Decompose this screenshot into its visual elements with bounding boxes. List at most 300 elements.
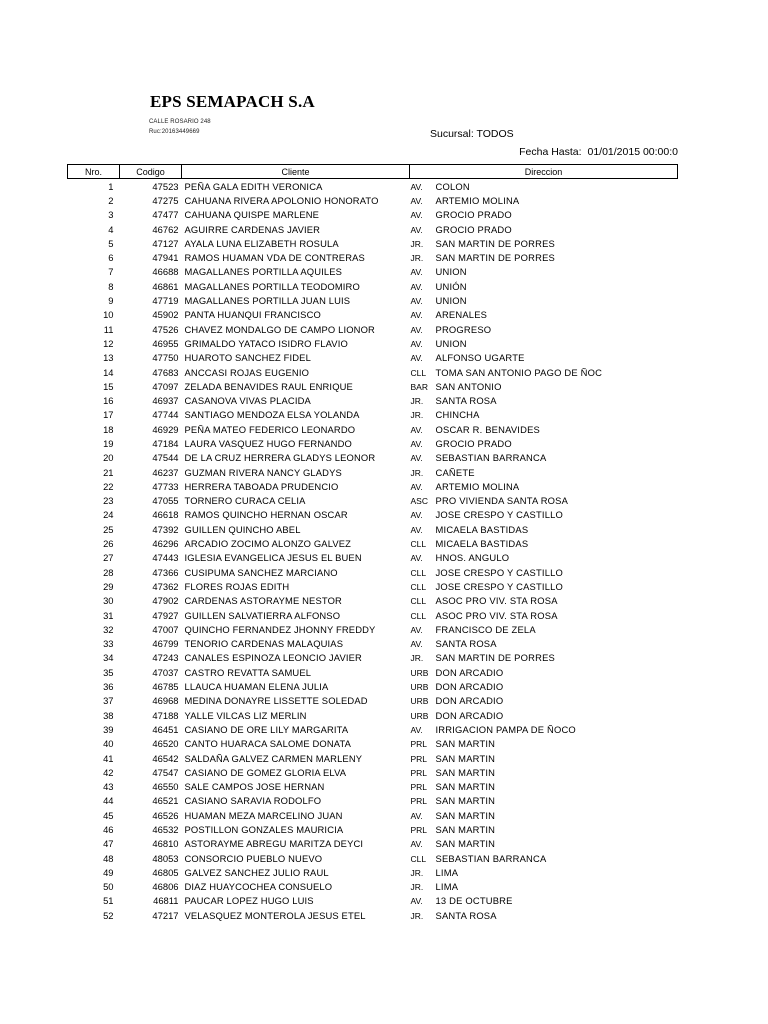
street-name: CAÑETE	[435, 466, 475, 478]
table-row	[68, 451, 678, 465]
street-name: ARTEMIO MOLINA	[435, 480, 520, 492]
street-name: MICAELA BASTIDAS	[435, 538, 529, 550]
client-name: GUILLEN SALVATIERRA ALFONSO	[184, 609, 341, 621]
client-name: CAHUANA RIVERA APOLONIO HONORATO	[184, 194, 379, 206]
table-row	[68, 708, 678, 722]
street-name: DON ARCADIO	[435, 666, 504, 678]
street-type: AV.	[410, 724, 423, 735]
row-number: 8	[108, 280, 114, 292]
street-type: JR.	[410, 882, 424, 893]
table-row	[68, 751, 678, 765]
table-row	[68, 308, 678, 322]
client-name: AGUIRRE CARDENAS JAVIER	[184, 223, 321, 235]
street-name: JOSE CRESPO Y CASTILLO	[435, 566, 564, 578]
table-row	[68, 408, 678, 422]
street-type: PRL	[410, 739, 428, 750]
row-number: 14	[103, 366, 114, 378]
sucursal-info	[430, 128, 514, 140]
street-name: HNOS. ANGULO	[435, 552, 510, 564]
row-number: 36	[103, 681, 114, 693]
street-type: AV.	[410, 839, 423, 850]
street-name: IRRIGACION PAMPA DE ÑOCO	[435, 723, 576, 735]
client-address	[410, 465, 678, 479]
street-type: ASC	[410, 496, 428, 507]
client-address	[410, 579, 678, 593]
row-number: 46	[103, 824, 114, 835]
client-code: 47719	[152, 295, 179, 307]
street-name: SAN MARTIN	[435, 838, 496, 850]
client-address	[410, 365, 678, 379]
table-row	[68, 208, 678, 222]
row-number: 29	[103, 580, 114, 592]
client-code: 47037	[152, 666, 179, 678]
client-code: 47127	[152, 237, 179, 249]
client-code: 46542	[152, 752, 179, 764]
row-number: 45	[103, 809, 114, 821]
client-address	[410, 293, 678, 307]
client-address	[410, 279, 678, 293]
client-address	[410, 393, 678, 407]
client-address	[410, 379, 678, 393]
street-type: PRL	[410, 825, 428, 835]
row-number: 52	[103, 909, 114, 921]
client-name: MAGALLANES PORTILLA JUAN LUIS	[184, 295, 351, 307]
table-row	[68, 436, 678, 450]
row-number: 20	[103, 452, 114, 464]
street-type: JR.	[410, 238, 424, 249]
table-row	[68, 522, 678, 536]
table-row	[68, 179, 678, 194]
client-name: CONSORCIO PUEBLO NUEVO	[184, 852, 323, 864]
street-name: UNION	[435, 266, 467, 278]
row-number: 33	[103, 638, 114, 650]
row-number: 41	[103, 752, 114, 764]
client-name: ZELADA BENAVIDES RAUL ENRIQUE	[184, 380, 353, 392]
table-row	[68, 651, 678, 665]
street-name: ALFONSO UGARTE	[435, 352, 525, 364]
street-type: CLL	[410, 581, 427, 592]
table-row	[68, 193, 678, 207]
street-name: TOMA SAN ANTONIO PAGO DE ÑOC	[435, 366, 603, 378]
client-name: CASANOVA VIVAS PLACIDA	[184, 395, 311, 407]
row-number: 11	[103, 323, 114, 335]
client-code: 46785	[152, 681, 179, 693]
street-type: AV.	[410, 310, 423, 321]
client-code: 47362	[152, 580, 179, 592]
client-name: TORNERO CURACA CELIA	[184, 495, 306, 507]
street-type: JR.	[410, 867, 424, 878]
street-name: SEBASTIAN BARRANCA	[435, 852, 547, 864]
client-address	[410, 436, 678, 450]
table-row	[68, 536, 678, 550]
client-name: ANCCASI ROJAS EUGENIO	[184, 366, 310, 378]
street-type: AV.	[410, 524, 423, 535]
street-type: BAR	[410, 381, 428, 392]
client-address	[410, 851, 678, 865]
street-name: SANTA ROSA	[435, 638, 497, 650]
client-address	[410, 351, 678, 365]
client-address	[410, 765, 678, 779]
table-row	[68, 779, 678, 793]
client-name: HUAMAN MEZA MARCELINO JUAN	[184, 809, 343, 821]
client-address	[410, 822, 678, 836]
client-name: GUZMAN RIVERA NANCY GLADYS	[184, 466, 342, 478]
street-name: UNIÓN	[435, 280, 467, 292]
client-name: SANTIAGO MENDOZA ELSA YOLANDA	[184, 409, 360, 421]
client-address	[410, 708, 678, 722]
table-row	[68, 250, 678, 264]
street-name: ASOC PRO VIV. STA ROSA	[435, 595, 558, 607]
client-name: PAUCAR LOPEZ HUGO LUIS	[184, 895, 314, 907]
client-name: VELASQUEZ MONTEROLA JESUS ETEL	[184, 909, 366, 921]
table-row	[68, 579, 678, 593]
table-row	[68, 393, 678, 407]
client-code: 47007	[152, 623, 179, 635]
client-address	[410, 880, 678, 894]
fecha-info	[516, 146, 678, 158]
street-name: LIMA	[435, 866, 459, 878]
client-address	[410, 422, 678, 436]
street-type: URB	[410, 667, 429, 678]
street-name: JOSE CRESPO Y CASTILLO	[435, 580, 564, 592]
street-name: SAN MARTIN	[435, 738, 496, 750]
sucursal-value: TODOS	[476, 128, 514, 140]
table-row	[68, 494, 678, 508]
street-type: AV.	[410, 224, 423, 235]
client-address	[410, 751, 678, 765]
client-code: 46861	[152, 280, 179, 292]
street-type: URB	[410, 682, 429, 693]
company-address: CALLE ROSARIO 248	[149, 119, 211, 125]
client-address	[410, 651, 678, 665]
street-name: CHINCHA	[435, 409, 480, 421]
street-name: SAN MARTIN	[435, 824, 496, 835]
street-name: DON ARCADIO	[435, 695, 504, 707]
client-code: 46968	[152, 695, 179, 707]
column-header-direccion: Direccion	[410, 165, 678, 179]
table-row	[68, 551, 678, 565]
client-code: 47392	[152, 523, 179, 535]
street-type: JR.	[410, 253, 424, 264]
client-code: 46799	[152, 638, 179, 650]
row-number: 47	[103, 838, 114, 850]
row-number: 26	[103, 538, 114, 550]
client-name: POSTILLON GONZALES MAURICIA	[184, 824, 344, 835]
client-name: CARDENAS ASTORAYME NESTOR	[184, 595, 342, 607]
street-type: AV.	[410, 438, 423, 449]
client-name: ARCADIO ZOCIMO ALONZO GALVEZ	[184, 538, 352, 550]
street-name: 13 DE OCTUBRE	[435, 895, 513, 907]
table-row	[68, 908, 678, 922]
clients-table	[67, 164, 678, 922]
row-number: 12	[103, 337, 114, 349]
street-name: OSCAR R. BENAVIDES	[435, 423, 540, 435]
street-name: SAN MARTIN	[435, 809, 496, 821]
row-number: 38	[103, 709, 114, 721]
row-number: 43	[103, 781, 114, 793]
client-name: AYALA LUNA ELIZABETH ROSULA	[184, 237, 339, 249]
client-code: 46806	[152, 881, 179, 893]
row-number: 5	[108, 237, 114, 249]
table-row	[68, 222, 678, 236]
table-row	[68, 837, 678, 851]
row-number: 49	[103, 866, 114, 878]
table-row	[68, 336, 678, 350]
street-type: CLL	[410, 610, 427, 621]
sucursal-label: Sucursal:	[430, 128, 474, 140]
table-row	[68, 594, 678, 608]
street-name: PROGRESO	[435, 323, 492, 335]
row-number: 50	[103, 881, 114, 893]
street-type: AV.	[410, 296, 423, 307]
street-type: JR.	[410, 410, 424, 421]
street-type: AV.	[410, 195, 423, 206]
street-type: JR.	[410, 396, 424, 407]
table-row	[68, 894, 678, 908]
client-address	[410, 622, 678, 636]
client-address	[410, 551, 678, 565]
client-code: 46550	[152, 781, 179, 793]
street-type: AV.	[410, 896, 423, 907]
street-type: AV.	[410, 453, 423, 464]
client-code: 46618	[152, 509, 179, 521]
client-code: 46762	[152, 223, 179, 235]
table-row	[68, 808, 678, 822]
client-name: QUINCHO FERNANDEZ JHONNY FREDDY	[184, 623, 376, 635]
row-number: 23	[103, 495, 114, 507]
client-address	[410, 594, 678, 608]
row-number: 35	[103, 666, 114, 678]
client-address	[410, 508, 678, 522]
street-type: CLL	[410, 539, 427, 550]
row-number: 22	[103, 480, 114, 492]
street-name: SAN MARTIN	[435, 781, 496, 793]
row-number: 2	[108, 194, 114, 206]
street-type: JR.	[410, 910, 424, 921]
client-name: MAGALLANES PORTILLA TEODOMIRO	[184, 280, 360, 292]
client-code: 46955	[152, 337, 179, 349]
client-address	[410, 694, 678, 708]
client-address	[410, 322, 678, 336]
street-name: SAN MARTIN	[435, 766, 496, 778]
client-address	[410, 265, 678, 279]
client-address	[410, 179, 678, 194]
table-row	[68, 265, 678, 279]
client-address	[410, 837, 678, 851]
street-type: AV.	[410, 338, 423, 349]
client-code: 47217	[152, 909, 179, 921]
client-address	[410, 222, 678, 236]
street-name: DON ARCADIO	[435, 709, 504, 721]
client-name: GRIMALDO YATACO ISIDRO FLAVIO	[184, 337, 348, 349]
table-row	[68, 508, 678, 522]
client-address	[410, 208, 678, 222]
client-code: 46929	[152, 423, 179, 435]
street-type: URB	[410, 696, 429, 707]
row-number: 9	[108, 295, 114, 307]
table-row	[68, 293, 678, 307]
street-name: SEBASTIAN BARRANCA	[435, 452, 547, 464]
client-code: 47184	[152, 437, 179, 449]
table-row	[68, 351, 678, 365]
client-address	[410, 679, 678, 693]
company-title: EPS SEMAPACH S.A	[150, 92, 315, 111]
table-row	[68, 851, 678, 865]
fecha-value: 01/01/2015 00:00:0	[587, 146, 678, 158]
street-type: PRL	[410, 753, 428, 764]
row-number: 7	[108, 266, 114, 278]
client-address	[410, 865, 678, 879]
row-number: 15	[103, 380, 114, 392]
street-type: AV.	[410, 553, 423, 564]
table-row	[68, 865, 678, 879]
row-number: 6	[108, 252, 114, 264]
client-name: HUAROTO SANCHEZ FIDEL	[184, 352, 311, 364]
table-row	[68, 637, 678, 651]
client-name: GALVEZ SANCHEZ JULIO RAUL	[184, 866, 329, 878]
street-type: PRL	[410, 782, 428, 793]
client-name: FLORES ROJAS EDITH	[184, 580, 290, 592]
street-name: ARTEMIO MOLINA	[435, 194, 520, 206]
company-ruc: Ruc:20163449669	[149, 129, 200, 135]
street-name: SAN MARTIN DE PORRES	[435, 252, 555, 264]
street-name: COLON	[435, 180, 470, 192]
column-header-nro: Nro.	[68, 165, 120, 179]
client-address	[410, 808, 678, 822]
row-number: 4	[108, 223, 114, 235]
client-code: 47547	[152, 766, 179, 778]
table-row	[68, 479, 678, 493]
client-code: 47750	[152, 352, 179, 364]
client-address	[410, 451, 678, 465]
client-name: CANTO HUARACA SALOME DONATA	[184, 738, 352, 750]
street-type: CLL	[410, 567, 427, 578]
client-address	[410, 608, 678, 622]
client-code: 46237	[152, 466, 179, 478]
client-name: SALDAÑA GALVEZ CARMEN MARLENY	[184, 752, 363, 764]
street-type: AV.	[410, 181, 423, 192]
row-number: 17	[103, 409, 114, 421]
column-header-cliente: Cliente	[182, 165, 410, 179]
client-name: MEDINA DONAYRE LISSETTE SOLEDAD	[184, 695, 368, 707]
table-row	[68, 279, 678, 293]
client-name: PEÑA GALA EDITH VERONICA	[184, 180, 323, 192]
row-number: 13	[103, 352, 114, 364]
street-name: UNION	[435, 337, 467, 349]
street-type: AV.	[410, 281, 423, 292]
street-name: DON ARCADIO	[435, 681, 504, 693]
client-code: 46937	[152, 395, 179, 407]
client-name: CHAVEZ MONDALGO DE CAMPO LIONOR	[184, 323, 375, 335]
street-name: MICAELA BASTIDAS	[435, 523, 529, 535]
street-type: AV.	[410, 210, 423, 221]
client-address	[410, 637, 678, 651]
client-code: 47477	[152, 209, 179, 221]
row-number: 30	[103, 595, 114, 607]
street-type: CLL	[410, 596, 427, 607]
column-header-codigo: Codigo	[120, 165, 182, 179]
client-address	[410, 494, 678, 508]
client-code: 46811	[153, 895, 179, 907]
client-code: 47902	[152, 595, 179, 607]
client-name: RAMOS HUAMAN VDA DE CONTRERAS	[184, 252, 365, 264]
table-row	[68, 622, 678, 636]
client-address	[410, 308, 678, 322]
row-number: 42	[103, 766, 114, 778]
client-name: IGLESIA EVANGELICA JESUS EL BUEN	[184, 552, 362, 564]
fecha-label: Fecha Hasta:	[519, 146, 582, 158]
client-name: HERRERA TABOADA PRUDENCIO	[184, 480, 339, 492]
table-row	[68, 236, 678, 250]
row-number: 32	[103, 623, 114, 635]
street-type: AV.	[410, 810, 423, 821]
client-name: PEÑA MATEO FEDERICO LEONARDO	[184, 423, 356, 435]
table-row	[68, 794, 678, 808]
row-number: 44	[103, 795, 114, 807]
table-row	[68, 822, 678, 836]
table-row	[68, 880, 678, 894]
client-name: PANTA HUANQUI FRANCISCO	[184, 309, 321, 321]
client-address	[410, 522, 678, 536]
client-address	[410, 779, 678, 793]
street-name: FRANCISCO DE ZELA	[435, 623, 536, 635]
client-code: 46521	[152, 795, 179, 807]
row-number: 37	[103, 695, 114, 707]
street-type: AV.	[410, 353, 423, 364]
client-name: CASIANO DE GOMEZ GLORIA ELVA	[184, 766, 347, 778]
client-name: TENORIO CARDENAS MALAQUIAS	[184, 638, 344, 650]
street-type: AV.	[410, 324, 423, 335]
client-code: 47544	[152, 452, 179, 464]
client-code: 47523	[152, 180, 179, 192]
client-code: 48053	[152, 852, 179, 864]
street-name: GROCIO PRADO	[435, 209, 512, 221]
table-row	[68, 365, 678, 379]
client-code: 46526	[152, 809, 179, 821]
client-name: LLAUCA HUAMAN ELENA JULIA	[184, 681, 329, 693]
row-number: 48	[103, 852, 114, 864]
street-name: GROCIO PRADO	[435, 223, 512, 235]
client-name: GUILLEN QUINCHO ABEL	[184, 523, 301, 535]
client-code: 47927	[152, 609, 179, 621]
table-row	[68, 694, 678, 708]
table-row	[68, 765, 678, 779]
row-number: 51	[103, 895, 114, 907]
client-code: 47443	[152, 552, 179, 564]
client-name: CAHUANA QUISPE MARLENE	[184, 209, 320, 221]
client-name: DE LA CRUZ HERRERA GLADYS LEONOR	[184, 452, 376, 464]
street-type: AV.	[410, 424, 423, 435]
client-code: 47188	[152, 709, 179, 721]
row-number: 25	[103, 523, 114, 535]
row-number: 10	[103, 309, 114, 321]
street-name: ASOC PRO VIV. STA ROSA	[435, 609, 558, 621]
row-number: 24	[103, 509, 114, 521]
client-code: 46520	[152, 738, 179, 750]
table-header-row	[68, 165, 678, 179]
client-code: 46451	[152, 723, 179, 735]
street-type: PRL	[410, 796, 428, 807]
row-number: 21	[103, 466, 114, 478]
table-row	[68, 679, 678, 693]
row-number: 39	[103, 723, 114, 735]
street-name: LIMA	[435, 881, 459, 893]
street-name: UNION	[435, 295, 467, 307]
street-name: SAN MARTIN DE PORRES	[435, 237, 555, 249]
client-address	[410, 408, 678, 422]
client-address	[410, 894, 678, 908]
client-address	[410, 722, 678, 736]
